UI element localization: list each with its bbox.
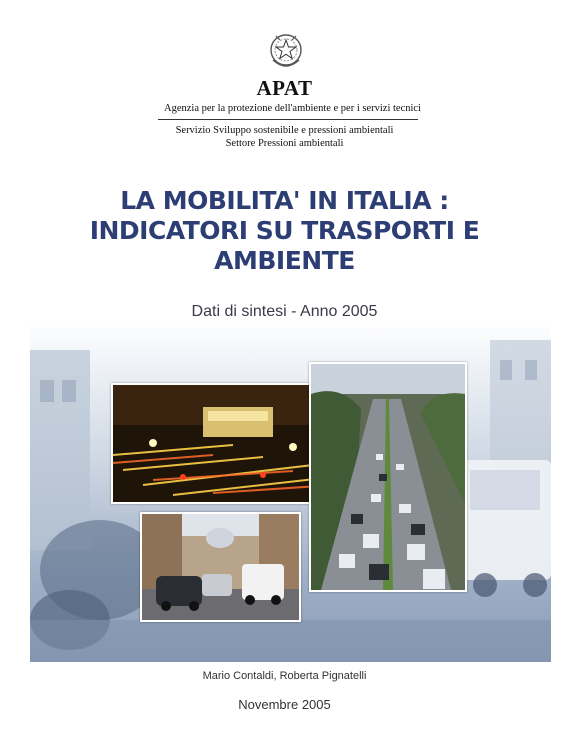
publication-date: Novembre 2005 <box>238 697 331 712</box>
divider <box>158 119 418 120</box>
org-acronym: APAT <box>256 76 313 100</box>
report-title-line: INDICATORI SU TRASPORTI E <box>89 216 480 245</box>
night-traffic-photo <box>111 383 337 504</box>
highway-traffic-photo <box>309 362 467 592</box>
report-title <box>40 186 529 276</box>
authors: Mario Contaldi, Roberta Pignatelli <box>202 670 367 682</box>
report-subtitle: Dati di sintesi - Anno 2005 <box>191 303 378 320</box>
department-line: Settore Pressioni ambientali <box>225 138 344 149</box>
city-street-traffic-photo <box>140 512 301 622</box>
cover-photo-collage <box>30 320 551 662</box>
department-line: Servizio Sviluppo sostenibile e pressioni ambientali <box>175 125 394 136</box>
italian-republic-emblem-icon <box>268 30 304 72</box>
department <box>0 124 569 150</box>
report-title-line: LA MOBILITA' IN ITALIA : <box>120 186 449 215</box>
report-title-line: AMBIENTE <box>214 246 355 275</box>
org-full-name: Agenzia per la protezione dell'ambiente e per i servizi tecnici <box>164 103 421 114</box>
